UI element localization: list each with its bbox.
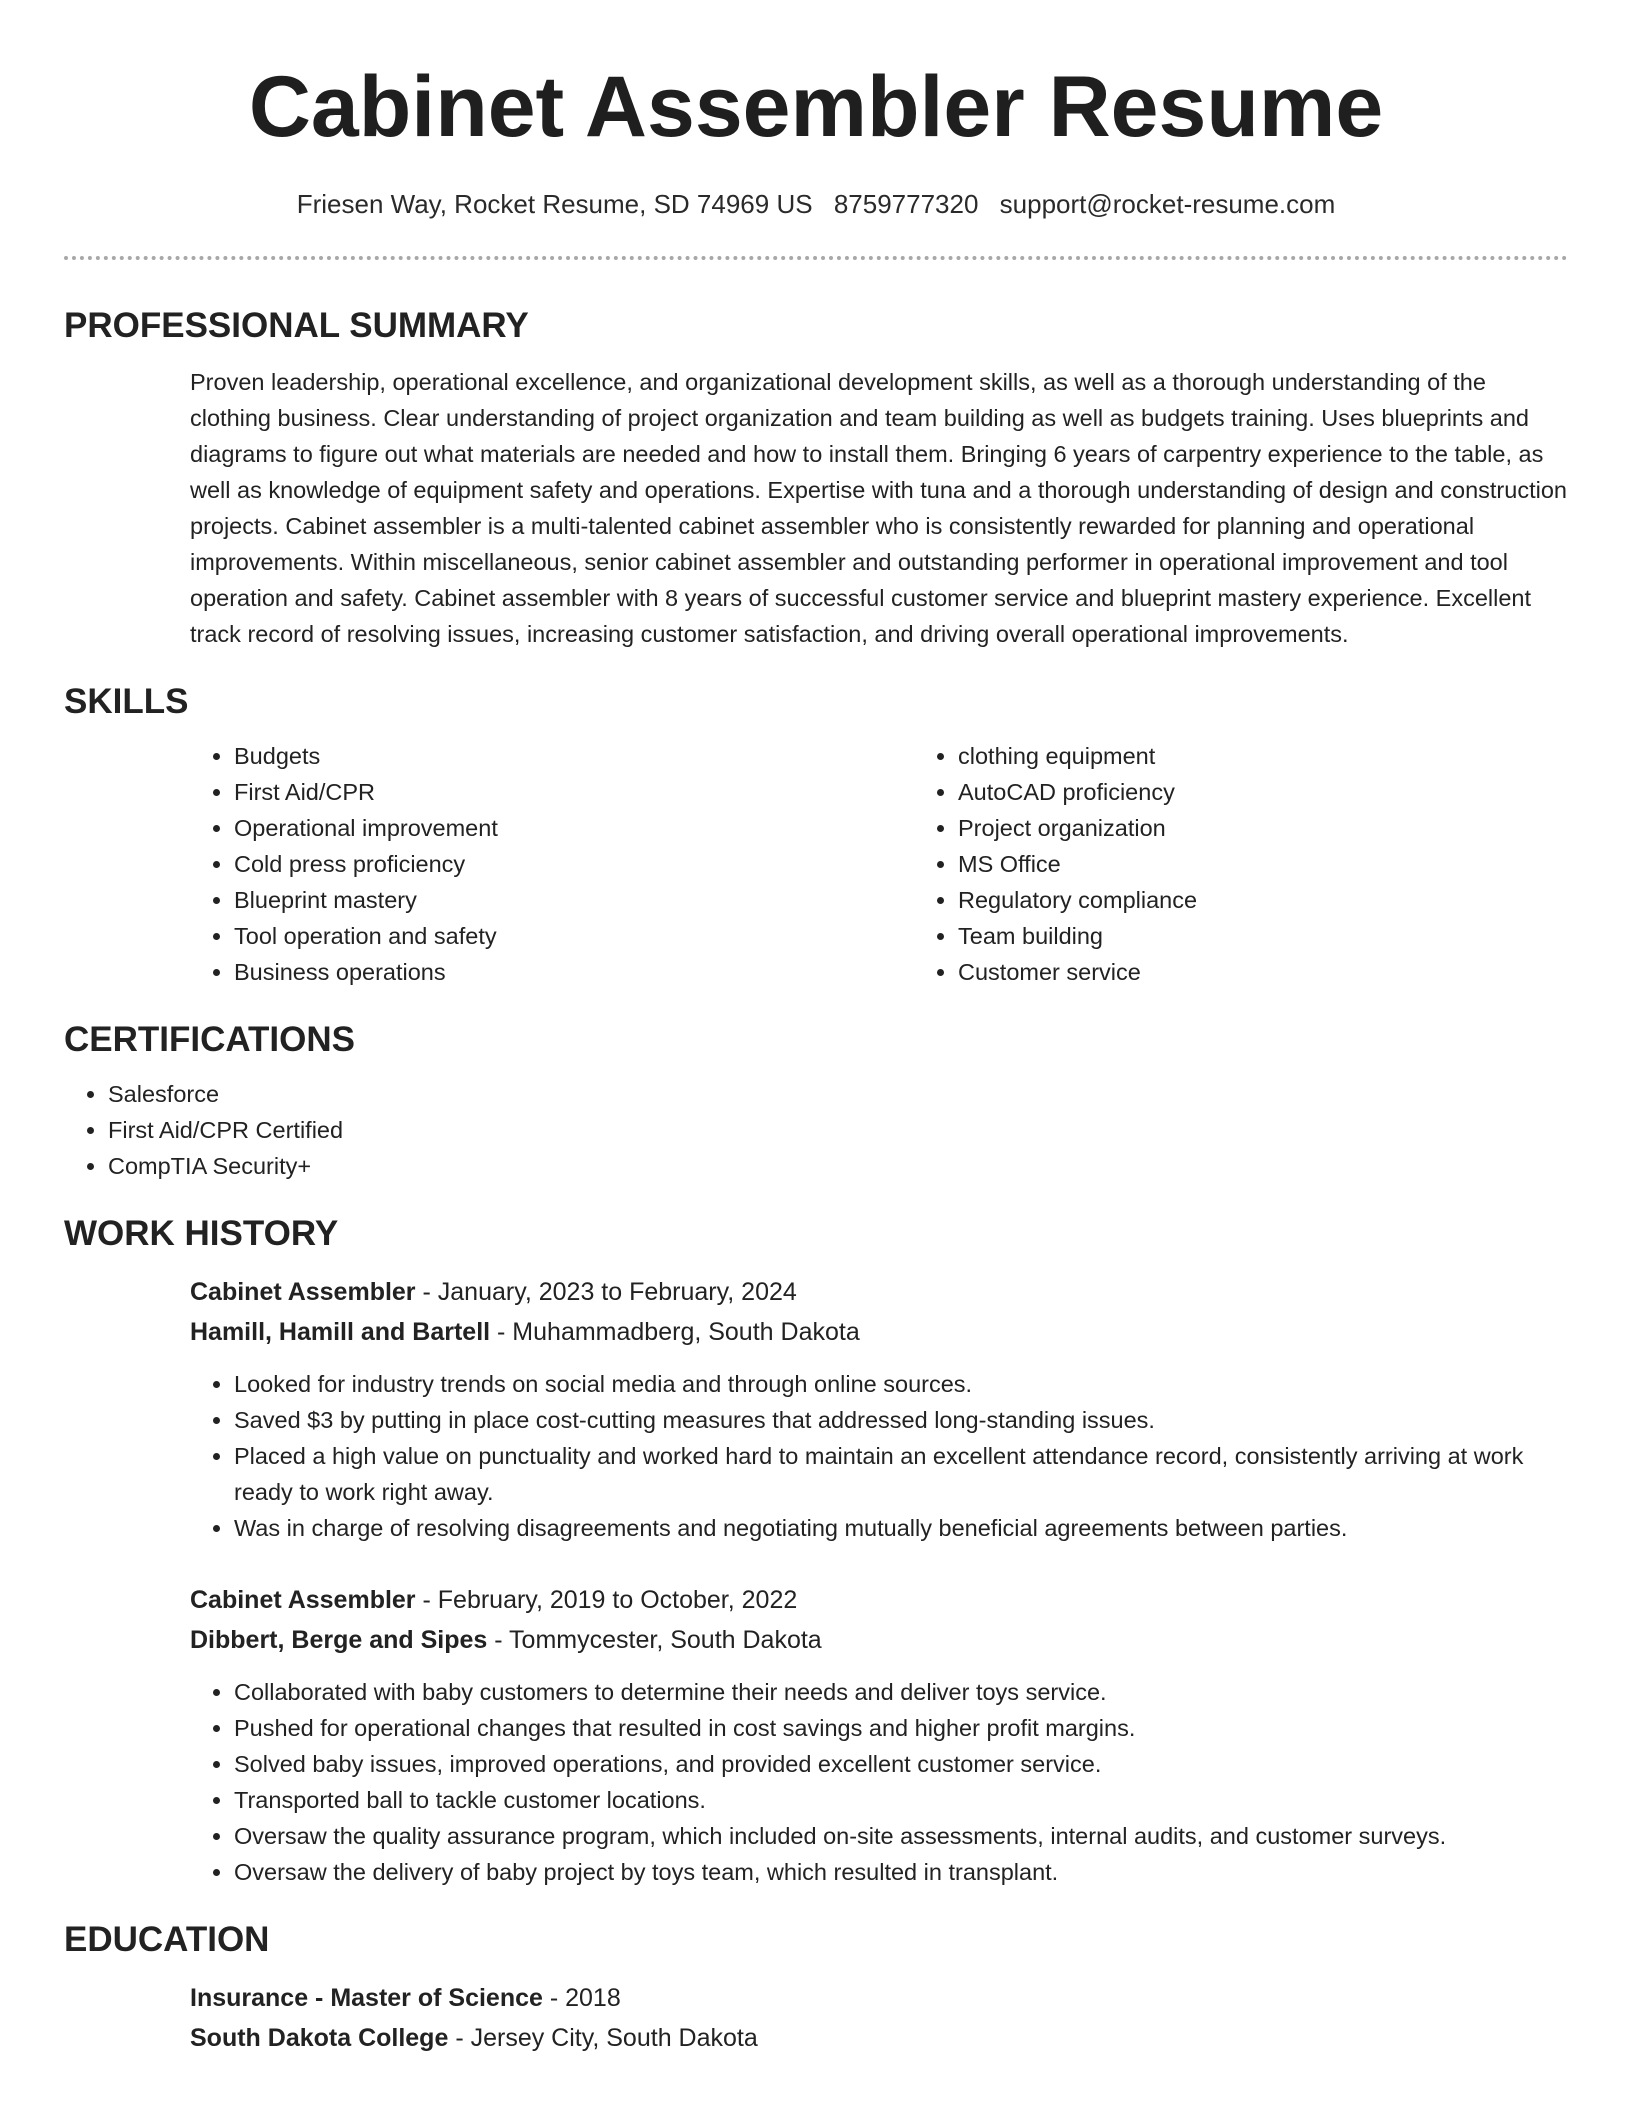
summary-heading: PROFESSIONAL SUMMARY [64,306,529,345]
skill-item: • First Aid/CPR [234,774,914,810]
skill-item: • Operational improvement [234,810,914,846]
job-role: Cabinet Assembler [190,1586,416,1614]
skill-item: • Tool operation and safety [234,918,914,954]
job-bullet: • Solved baby issues, improved operations, and provided excellent customer service. [234,1746,1568,1782]
job-title-line [190,1272,1568,1312]
education-section [64,1918,1568,2058]
job-bullet: • Saved $3 by putting in place cost-cutting measures that addressed long-standing issues. [234,1402,1568,1438]
contact-address: Friesen Way, Rocket Resume, SD 74969 US [296,189,813,219]
job-company-line [190,1312,1568,1352]
education-location: - Jersey City, South Dakota [448,2024,758,2052]
job-dates: - February, 2019 to October, 2022 [415,1586,798,1614]
education-degree: Insurance - Master of Science [190,1984,543,2012]
skill-item: • Regulatory compliance [958,882,1518,918]
education-school-line [190,2018,1568,2058]
resume-header [64,0,1568,222]
certification-item: • First Aid/CPR Certified [108,1112,1568,1148]
skill-item: • Team building [958,918,1518,954]
job-title-line [190,1580,1568,1620]
certification-item: • CompTIA Security+ [108,1148,1568,1184]
job-location: - Tommycester, South Dakota [487,1626,822,1654]
job-dates: - January, 2023 to February, 2024 [415,1278,797,1306]
work-history-heading: WORK HISTORY [64,1214,339,1253]
contact-phone: 8759777320 [833,189,979,219]
skill-item: • Blueprint mastery [234,882,914,918]
job-bullets [190,1674,1568,1890]
work-history-section [64,1212,1568,1890]
job-company-line [190,1620,1568,1660]
contact-email: support@rocket-resume.com [999,189,1336,219]
job-location: - Muhammadberg, South Dakota [490,1318,860,1346]
skill-item: • MS Office [958,846,1518,882]
contact-line [64,186,1568,222]
certifications-heading: CERTIFICATIONS [64,1020,356,1059]
job-bullet: • Oversaw the delivery of baby project by toys team, which resulted in transplant. [234,1854,1568,1890]
skill-item: • Project organization [958,810,1518,846]
skills-section [64,680,1568,990]
education-year: - 2018 [542,1984,621,2012]
certifications-list [64,1076,1568,1184]
skill-item: • Customer service [958,954,1518,990]
job-bullet: • Was in charge of resolving disagreements and negotiating mutually beneficial agreements between parties. [234,1510,1568,1546]
job-bullet: • Placed a high value on punctuality and worked hard to maintain an excellent attendance record, consistently arriving at work ready to work right away. [234,1438,1568,1510]
summary-section [64,304,1568,652]
job-entry [190,1272,1568,1546]
skill-item: • clothing equipment [958,738,1518,774]
skill-item: • Budgets [234,738,914,774]
resume-title: Cabinet Assembler Resume [248,59,1384,155]
certification-item: • Salesforce [108,1076,1568,1112]
job-bullet: • Collaborated with baby customers to determine their needs and deliver toys service. [234,1674,1568,1710]
education-degree-line [190,1978,1568,2018]
job-bullet: • Looked for industry trends on social media and through online sources. [234,1366,1568,1402]
job-bullet: • Pushed for operational changes that resulted in cost savings and higher profit margins. [234,1710,1568,1746]
skill-item: • Business operations [234,954,914,990]
certifications-section [64,1018,1568,1184]
header-divider [64,256,1568,260]
skills-list-left [190,738,914,990]
education-heading: EDUCATION [64,1920,270,1959]
job-company: Dibbert, Berge and Sipes [190,1626,488,1654]
skill-item: • Cold press proficiency [234,846,914,882]
skills-heading: SKILLS [64,682,189,721]
summary-text: Proven leadership, operational excellence, and organizational development skills, as well as a thorough understanding of the clothing business. Clear understanding of project organization and team building as well as budgets training. Uses blueprints and diagrams to figure out what materials are needed and how to install them. Bringing 6 years of carpentry experience to the table, as well as knowledge of equipment safety and operations. Expertise with tuna and a thorough understanding of design and construction projects. Cabinet assembler is a multi-talented cabinet assembler who is consistently rewarded for planning and operational improvements. Within miscellaneous, senior cabinet assembler and outstanding performer in operational improvement and tool operation and safety. Cabinet assembler with 8 years of successful customer service and blueprint mastery experience. Excellent track record of resolving issues, increasing customer satisfaction, and driving overall operational improvements. [190,369,1567,647]
skill-item: • AutoCAD proficiency [958,774,1518,810]
skills-list-right [914,738,1518,990]
education-entry [190,1978,1568,2058]
education-school: South Dakota College [190,2024,449,2052]
job-entry [190,1580,1568,1890]
job-bullet: • Oversaw the quality assurance program, which included on-site assessments, internal audits, and customer surveys. [234,1818,1568,1854]
skills-grid [190,738,1568,990]
job-bullets [190,1366,1568,1546]
job-role: Cabinet Assembler [190,1278,416,1306]
job-company: Hamill, Hamill and Bartell [190,1318,491,1346]
job-bullet: • Transported ball to tackle customer locations. [234,1782,1568,1818]
